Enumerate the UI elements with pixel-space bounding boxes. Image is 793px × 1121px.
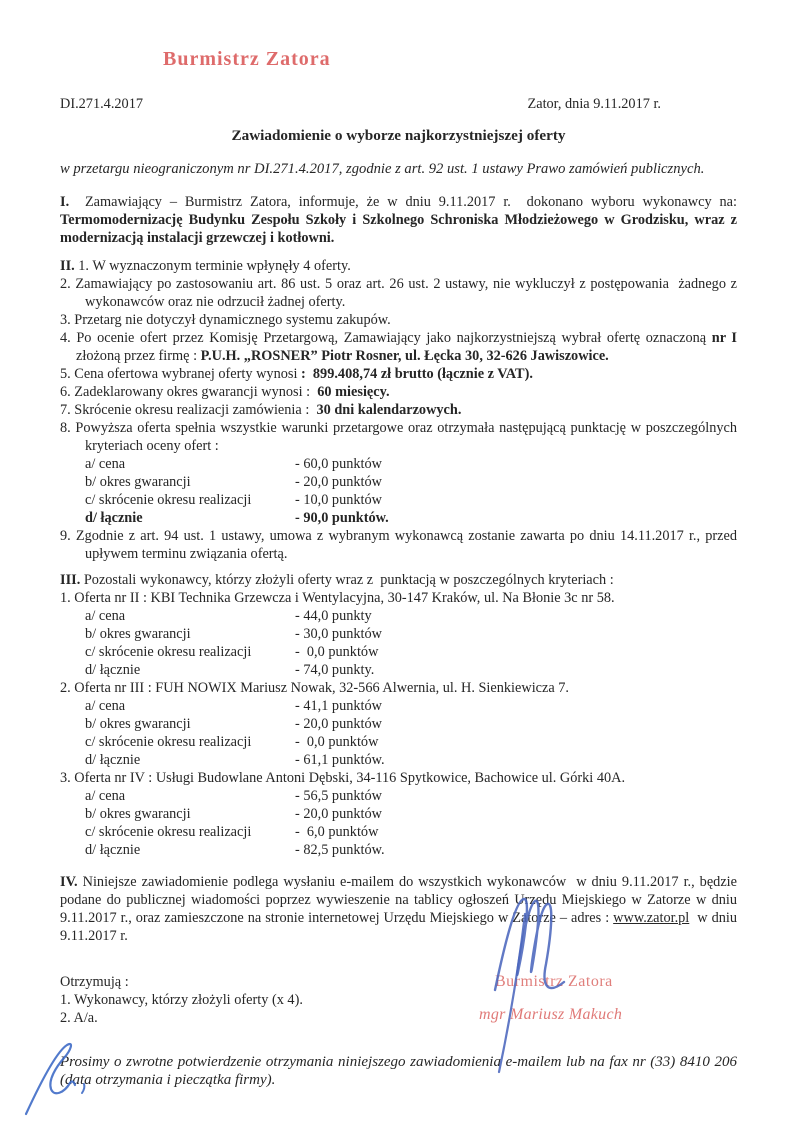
criterion-value: - 90,0 punktów. <box>295 510 389 526</box>
criteria-row <box>60 661 737 679</box>
criterion-label: d/ łącznie <box>85 662 141 678</box>
offer-block <box>60 589 737 679</box>
criterion-label: b/ okres gwarancji <box>85 626 191 642</box>
section-iii <box>60 571 737 859</box>
criteria-row <box>60 823 737 841</box>
section-ii-item-8: 8. Powyższa oferta spełnia wszystkie warunki przetargowe oraz otrzymała następującą punktację w poszczególnych kryteriach oceny ofert : <box>60 420 737 454</box>
criteria-row <box>60 607 737 625</box>
reference-number: DI.271.4.2017 <box>60 96 143 112</box>
criteria-row <box>60 473 737 491</box>
document-subtitle: w przetargu nieograniczonym nr DI.271.4.2017, zgodnie z art. 92 ust. 1 ustawy Prawo zamówień publicznych. <box>60 161 705 177</box>
criterion-label: c/ skrócenie okresu realizacji <box>85 824 252 840</box>
section-iv <box>60 873 737 945</box>
criterion-value: - 41,1 punktów <box>295 698 382 714</box>
handwritten-paraph <box>20 1038 110 1116</box>
deadline-reduction: 30 dni kalendarzowych. <box>316 402 462 418</box>
section-ii-item-6 <box>60 383 737 401</box>
section-iii-label: III. <box>60 572 81 588</box>
criteria-row <box>60 491 737 509</box>
criterion-value: - 20,0 punktów <box>295 474 382 490</box>
criterion-label: a/ cena <box>85 608 126 624</box>
office-stamp-bottom: Burmistrz Zatora <box>495 973 613 990</box>
offer-title: 1. Oferta nr II : KBI Technika Grzewcza i Wentylacyjna, 30-147 Kraków, ul. Na Błonie 3c nr 58. <box>60 590 615 606</box>
offer-title: 3. Oferta nr IV : Usługi Budowlane Antoni Dębski, 34-116 Spytkowice, Bachowice ul. Górki 40A. <box>60 770 626 786</box>
criterion-label: b/ okres gwarancji <box>85 716 191 732</box>
place-date: Zator, dnia 9.11.2017 r. <box>527 96 661 112</box>
criterion-label: d/ łącznie <box>85 752 141 768</box>
section-iii-heading-text: Pozostali wykonawcy, którzy złożyli oferty wraz z punktacją w poszczególnych kryteriach : <box>80 572 614 588</box>
criteria-row <box>60 787 737 805</box>
criteria-row <box>60 455 737 473</box>
criterion-value: - 6,0 punktów <box>295 824 379 840</box>
criterion-value: - 44,0 punkty <box>295 608 372 624</box>
section-ii <box>60 257 737 563</box>
section-iii-heading <box>60 571 737 589</box>
item-4-text-2: złożoną przez firmę : <box>76 348 201 364</box>
confirmation-note: Prosimy o zwrotne potwierdzenie otrzymania niniejszego zawiadomienia e-mailem lub na fax nr (33) 8410 206 (data otrzymania i pieczątka firmy). <box>60 1054 737 1088</box>
criteria-row <box>60 625 737 643</box>
criterion-label: c/ skrócenie okresu realizacji <box>85 644 252 660</box>
item-6-text: 6. Zadeklarowany okres gwarancji wynosi : <box>60 384 318 400</box>
criteria-row <box>60 841 737 859</box>
criterion-label: c/ skrócenie okresu realizacji <box>85 492 252 508</box>
criterion-label: d/ łącznie <box>85 510 143 526</box>
distribution-list <box>60 973 437 1027</box>
section-ii-item-7 <box>60 401 737 419</box>
office-stamp-top: Burmistrz Zatora <box>163 48 331 70</box>
criteria-row <box>60 751 737 769</box>
section-ii-item-1 <box>60 257 737 275</box>
criteria-row <box>60 805 737 823</box>
criteria-row-total <box>60 509 737 527</box>
contract-subject: Termomodernizację Budynku Zespołu Szkoły i Szkolnego Schroniska Młodzieżowego w Grodzisku, wraz z modernizacją instalacji grzewczej i kotłowni. <box>60 212 737 246</box>
section-ii-item-2: 2. Zamawiający po zastosowaniu art. 86 ust. 5 oraz art. 26 ust. 2 ustawy, nie wykluczył z postępowania żadnego z wykonawców oraz nie odrzucił żadnej oferty. <box>60 276 737 310</box>
section-ii-item-3: 3. Przetarg nie dotyczył dynamicznego systemu zakupów. <box>60 312 391 328</box>
criterion-label: a/ cena <box>85 698 126 714</box>
criterion-label: a/ cena <box>85 788 126 804</box>
criterion-value: - 20,0 punktów <box>295 806 382 822</box>
section-iv-text: Niniejsze zawiadomienie podlega wysłaniu e-mailem do wszystkich wykonawców w dniu 9.11.2017 r., będzie podane do publicznej wiadomości poprzez wywieszenie na tablicy ogłoszeń Urzędu Miejskiego w Zatorze w dniu 9.11.2017 r., oraz zamieszczone na stronie internetowej Urzędu Miejskiego w Zatorze – adres : <box>60 874 737 926</box>
criteria-row <box>60 715 737 733</box>
distribution-item-2: 2. A/a. <box>60 1010 98 1026</box>
criterion-value: - 20,0 punktów <box>295 716 382 732</box>
offer-block <box>60 769 737 859</box>
criterion-label: b/ okres gwarancji <box>85 806 191 822</box>
section-ii-item-1-text: 1. W wyznaczonym terminie wpłynęły 4 oferty. <box>74 258 351 274</box>
section-ii-item-4 <box>60 329 737 365</box>
section-iv-label: IV. <box>60 874 78 890</box>
criteria-row <box>60 643 737 661</box>
criteria-row <box>60 697 737 715</box>
criterion-value: - 0,0 punktów <box>295 644 379 660</box>
criterion-value: - 60,0 punktów <box>295 456 382 472</box>
criterion-value: - 10,0 punktów <box>295 492 382 508</box>
criteria-row <box>60 733 737 751</box>
reference-line <box>60 0 737 113</box>
winning-company: P.U.H. „ROSNER” Piotr Rosner, ul. Łęcka 30, 32-626 Jawiszowice. <box>200 348 609 364</box>
item-7-text: 7. Skrócenie okresu realizacji zamówienia : <box>60 402 317 418</box>
criterion-label: d/ łącznie <box>85 842 141 858</box>
offer-block <box>60 679 737 769</box>
offer-title: 2. Oferta nr III : FUH NOWIX Mariusz Nowak, 32-566 Alwernia, ul. H. Sienkiewicza 7. <box>60 680 569 696</box>
signer-name-stamp: mgr Mariusz Makuch <box>479 1006 623 1023</box>
distribution-item-1: 1. Wykonawcy, którzy złożyli oferty (x 4). <box>60 992 303 1008</box>
criterion-value: - 74,0 punkty. <box>295 662 375 678</box>
offer-price: : 899.408,74 zł brutto (łącznie z VAT). <box>301 366 533 382</box>
section-ii-item-5 <box>60 365 737 383</box>
winning-offer-number: nr I <box>711 330 737 346</box>
criterion-label: b/ okres gwarancji <box>85 474 191 490</box>
warranty-period: 60 miesięcy. <box>317 384 390 400</box>
bottom-row <box>60 973 737 1027</box>
item-4-text: 4. Po ocenie ofert przez Komisję Przetargową, Zamawiający jako najkorzystniejszą wybrał ofertę oznaczoną <box>60 330 712 346</box>
item-5-text: 5. Cena ofertowa wybranej oferty wynosi <box>60 366 301 382</box>
document-title: Zawiadomienie o wyborze najkorzystniejszej oferty <box>231 127 566 144</box>
criterion-value: - 82,5 punktów. <box>295 842 385 858</box>
criterion-value: - 0,0 punktów <box>295 734 379 750</box>
criterion-value: - 30,0 punktów <box>295 626 382 642</box>
section-ii-label: II. <box>60 258 75 274</box>
criterion-label: a/ cena <box>85 456 126 472</box>
section-ii-item-9: 9. Zgodnie z art. 94 ust. 1 ustawy, umowa z wybranym wykonawcą zostanie zawarta po dniu 14.11.2017 r., przed upływem terminu związania ofertą. <box>60 528 737 562</box>
signature-block <box>437 973 737 1027</box>
distribution-heading: Otrzymują : <box>60 974 129 990</box>
section-i-label: I. <box>60 194 70 210</box>
criterion-value: - 61,1 punktów. <box>295 752 385 768</box>
section-i <box>60 193 737 247</box>
section-iv-text-after: w dniu 9.11.2017 r. <box>60 910 737 944</box>
criterion-value: - 56,5 punktów <box>295 788 382 804</box>
section-i-text: Zamawiający – Burmistrz Zatora, informuje, że w dniu 9.11.2017 r. dokonano wyboru wykonawcy na: <box>69 194 737 210</box>
website-link[interactable]: www.zator.pl <box>613 910 690 926</box>
criterion-label: c/ skrócenie okresu realizacji <box>85 734 252 750</box>
